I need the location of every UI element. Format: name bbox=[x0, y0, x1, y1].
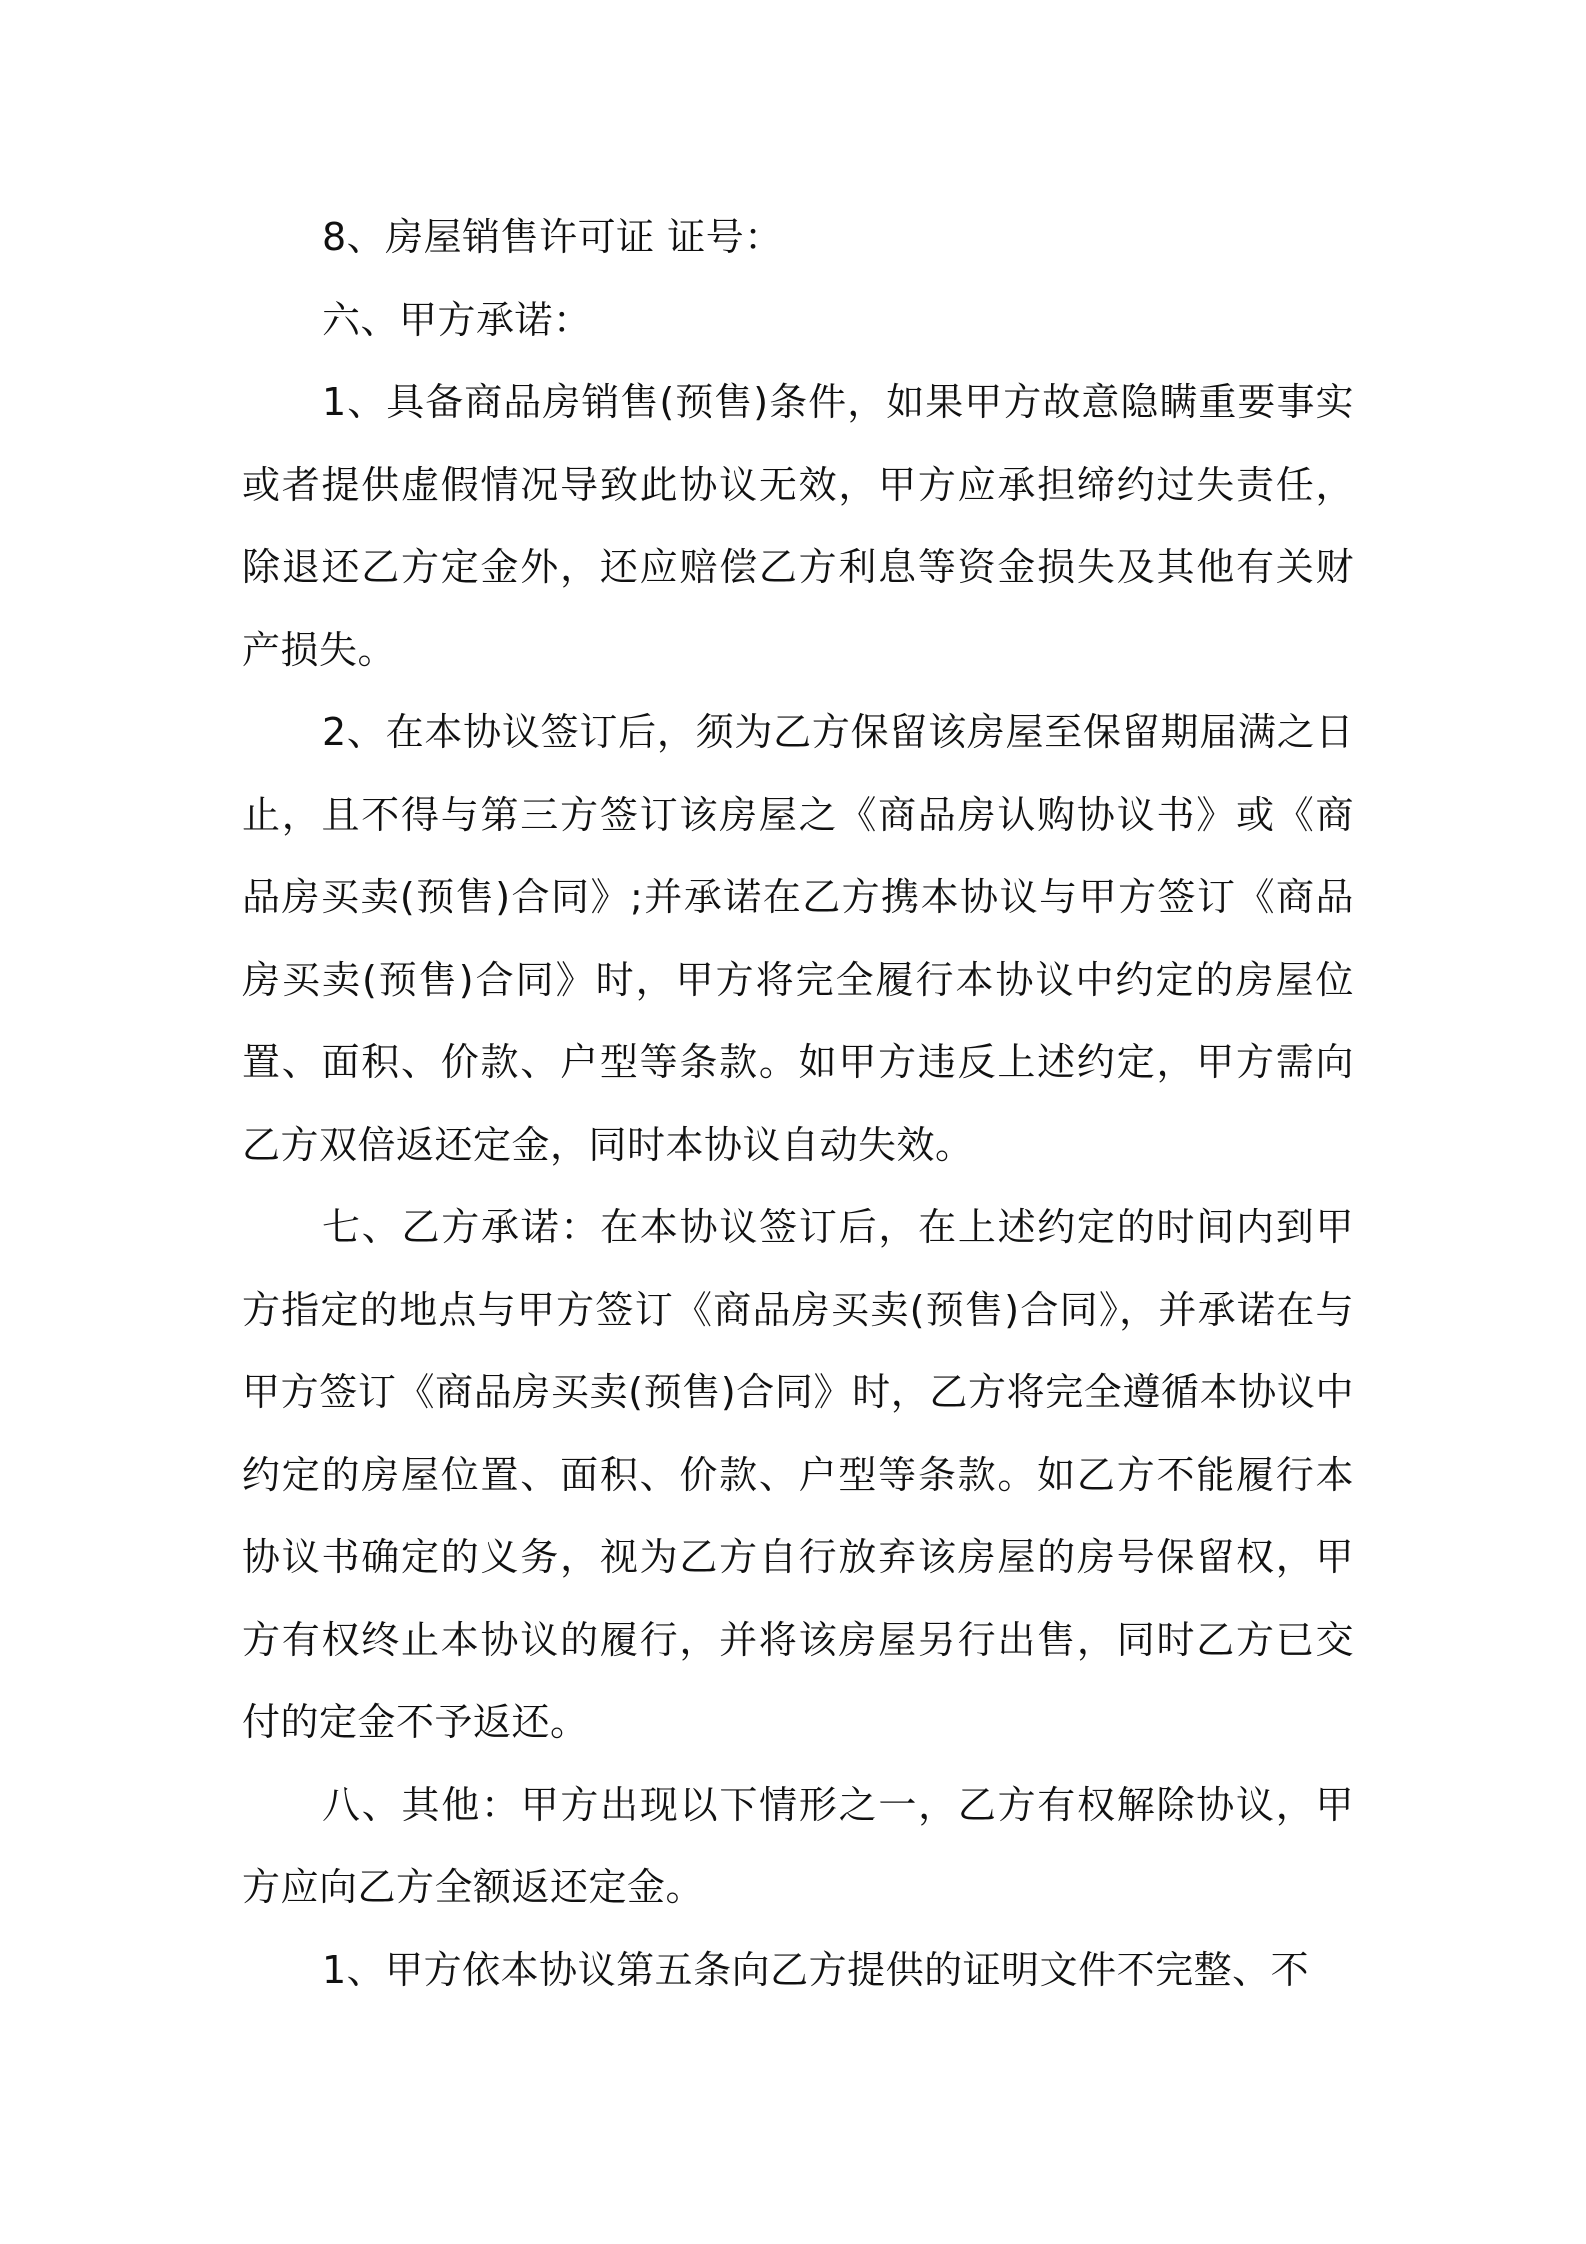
paragraph-other-clause-1: 1、甲方依本协议第五条向乙方提供的证明文件不完整、不 bbox=[322, 1947, 1310, 1992]
document-body bbox=[242, 196, 1354, 2011]
paragraph-sales-permit: 8、房屋销售许可证 证号： bbox=[322, 215, 783, 259]
paragraph-party-b-promise: 七、乙方承诺：在本协议签订后，在上述约定的时间内到甲方指定的地点与甲方签订《商品房买卖(预售)合同》，并承诺在与甲方签订《商品房买卖(预售)合同》时，乙方将完全遵循本协议中约定的房屋位置、面积、价款、户型等条款。如乙方不能履行本协议书确定的义务，视为乙方自行放弃该房屋的房号保留权，甲方有权终止本协议的履行，并将该房屋另行出售，同时乙方已交付的定金不予返还。 bbox=[242, 1205, 1354, 1744]
paragraph-other-terms: 八、其他：甲方出现以下情形之一，乙方有权解除协议，甲方应向乙方全额返还定金。 bbox=[242, 1782, 1354, 1909]
paragraph-party-a-promise-heading: 六、甲方承诺： bbox=[322, 297, 592, 342]
paragraph-party-a-clause-2: 2、在本协议签订后，须为乙方保留该房屋至保留期届满之日止，且不得与第三方签订该房屋之《商品房认购协议书》或《商品房买卖(预售)合同》;并承诺在乙方携本协议与甲方签订《商品房买卖(预售)合同》时，甲方将完全履行本协议中约定的房屋位置、面积、价款、户型等条款。如甲方违反上述约定，甲方需向乙方双倍返还定金，同时本协议自动失效。 bbox=[242, 710, 1354, 1167]
paragraph-party-a-clause-1: 1、具备商品房销售(预售)条件，如果甲方故意隐瞒重要事实或者提供虚假情况导致此协议无效，甲方应承担缔约过失责任，除退还乙方定金外，还应赔偿乙方利息等资金损失及其他有关财产损失。 bbox=[242, 380, 1354, 672]
